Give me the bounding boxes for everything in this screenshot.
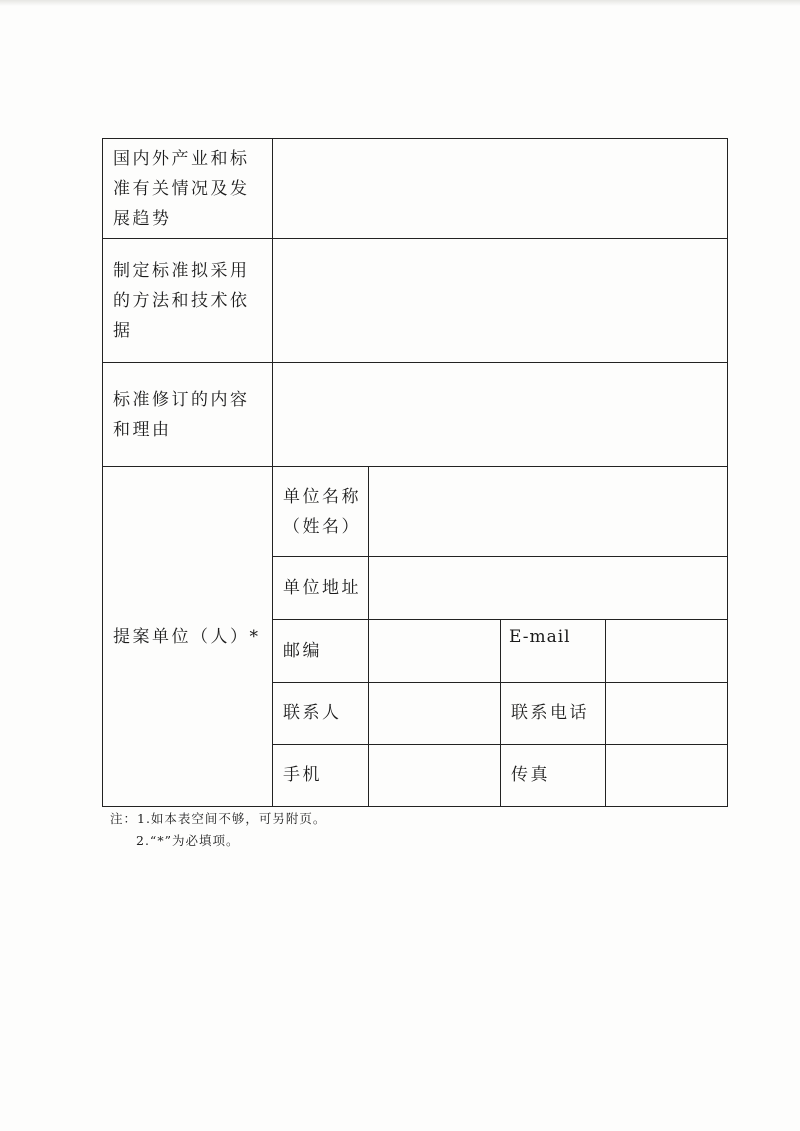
- mobile-label: 手机: [273, 744, 369, 806]
- postcode-field[interactable]: [369, 619, 501, 682]
- proposal-form-table: [102, 138, 728, 807]
- methods-label: 制定标准拟采用的方法和技术依据: [103, 239, 273, 363]
- fax-field[interactable]: [606, 744, 728, 806]
- fax-label: 传真: [501, 744, 606, 806]
- revision-label: 标准修订的内容和理由: [103, 363, 273, 467]
- mobile-field[interactable]: [369, 744, 501, 806]
- phone-label: 联系电话: [501, 682, 606, 744]
- email-label: E-mail: [501, 619, 606, 682]
- revision-row: [103, 363, 728, 467]
- org-name-field[interactable]: [369, 467, 728, 556]
- address-field[interactable]: [369, 556, 728, 619]
- org-name-row: [103, 467, 728, 556]
- revision-field[interactable]: [273, 363, 728, 467]
- email-field[interactable]: [606, 619, 728, 682]
- note-2: 2.“*”为必填项。: [136, 833, 240, 848]
- methods-field[interactable]: [273, 239, 728, 363]
- phone-field[interactable]: [606, 682, 728, 744]
- contact-field[interactable]: [369, 682, 501, 744]
- proposer-label: 提案单位（人）*: [103, 467, 273, 807]
- org-name-label: 单位名称（姓名）: [273, 467, 369, 556]
- methods-row: [103, 239, 728, 363]
- note-1: 注：1.如本表空间不够，可另附页。: [110, 811, 327, 826]
- trends-label: 国内外产业和标准有关情况及发展趋势: [103, 139, 273, 239]
- trends-field[interactable]: [273, 139, 728, 239]
- address-label: 单位地址: [273, 556, 369, 619]
- trends-row: [103, 139, 728, 239]
- contact-label: 联系人: [273, 682, 369, 744]
- scan-edge: [0, 0, 800, 6]
- form-notes: [110, 808, 326, 852]
- postcode-label: 邮编: [273, 619, 369, 682]
